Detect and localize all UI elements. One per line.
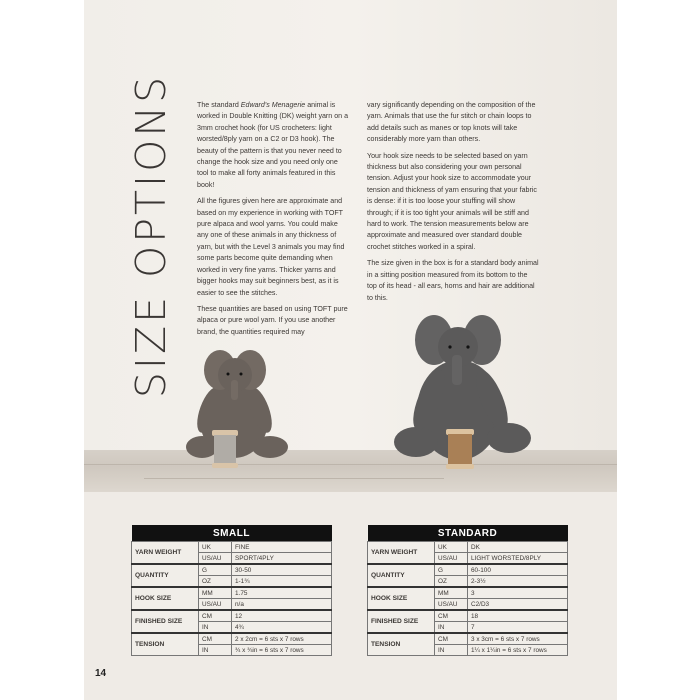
unit-cell: MM [199, 587, 232, 599]
paragraph: Your hook size needs to be selected based on yarn thickness but also considering your own personal tension. Adjust your hook size to accommodate your tension and thickness of yarn ensuring that your fabric is dense: if it is too loose your stuffing will show through; if it is too tight your animals will be stiff and hard to work. The tension measurements below are approximate and measured over standard double crochet stitches worked in a spiral. [367, 151, 537, 251]
table-row [368, 542, 568, 553]
table-row [132, 564, 332, 576]
value-cell: 30-50 [232, 564, 332, 576]
row-label: FINISHED SIZE [368, 610, 435, 633]
row-label: QUANTITY [368, 564, 435, 587]
row-label: QUANTITY [132, 564, 199, 587]
table-row [132, 610, 332, 622]
row-label: FINISHED SIZE [132, 610, 199, 633]
value-cell: SPORT/4PLY [232, 553, 332, 565]
value-cell: 7 [468, 622, 568, 634]
row-label: HOOK SIZE [368, 587, 435, 610]
unit-cell: US/AU [199, 553, 232, 565]
unit-cell: OZ [435, 576, 468, 588]
unit-cell: CM [199, 610, 232, 622]
unit-cell: IN [435, 622, 468, 634]
paragraph: vary significantly depending on the composition of the yarn. Animals that use the fur stitch or chain loops to add details such as manes or top knots will take considerably more yarn than others. [367, 101, 536, 144]
value-cell: FINE [232, 542, 332, 553]
table-row [368, 587, 568, 599]
unit-cell: US/AU [435, 599, 468, 611]
row-label: YARN WEIGHT [132, 542, 199, 565]
unit-cell: CM [199, 633, 232, 645]
value-cell: n/a [232, 599, 332, 611]
value-cell: C2/D3 [468, 599, 568, 611]
page-number: 14 [95, 668, 107, 679]
value-cell: 12 [232, 610, 332, 622]
value-cell: 60-100 [468, 564, 568, 576]
unit-cell: G [199, 564, 232, 576]
unit-cell: UK [199, 542, 232, 553]
brown-yarn-spool [446, 429, 474, 469]
value-cell: 1.75 [232, 587, 332, 599]
unit-cell: G [435, 564, 468, 576]
text-column-2 [367, 100, 539, 309]
row-label: TENSION [132, 633, 199, 656]
value-cell: 18 [468, 610, 568, 622]
paragraph: These quantities are based on using TOFT pure alpaca or pure wool yarn. If you use another brand, the quantities required may [197, 304, 348, 336]
value-cell: 2 x 2cm = 6 sts x 7 rows [232, 633, 332, 645]
table-row [368, 633, 568, 645]
small-elephant [186, 350, 288, 458]
small-size-table [131, 525, 332, 656]
page-title: SIZE OPTIONS [127, 73, 175, 399]
paragraph: All the figures given here are approximate and based on my experience in working with TOFT pure alpaca and wool yarns. You could make any one of these animals in any thickness of yarn, but with the Level 3 animals you may find some parts become quite demanding when worked in very fine yarns. Thicker yarns and bigger hooks may suit beginners best, as it is easier to see the stitches. [197, 197, 345, 297]
unit-cell: IN [435, 645, 468, 656]
unit-cell: US/AU [435, 553, 468, 565]
text-column-1 [197, 100, 349, 343]
unit-cell: IN [199, 622, 232, 634]
unit-cell: UK [435, 542, 468, 553]
table-row [368, 610, 568, 622]
unit-cell: US/AU [199, 599, 232, 611]
table-row [132, 542, 332, 553]
table-title: STANDARD [368, 525, 568, 542]
table-title: SMALL [132, 525, 332, 542]
value-cell: 3 [468, 587, 568, 599]
value-cell: 1-1¾ [232, 576, 332, 588]
unit-cell: CM [435, 610, 468, 622]
value-cell: ¾ x ¾in = 6 sts x 7 rows [232, 645, 332, 656]
grey-yarn-spool [212, 430, 238, 468]
unit-cell: OZ [199, 576, 232, 588]
value-cell: 2-3½ [468, 576, 568, 588]
table-row [132, 633, 332, 645]
table-row [368, 564, 568, 576]
unit-cell: IN [199, 645, 232, 656]
unit-cell: MM [435, 587, 468, 599]
paragraph: The size given in the box is for a standard body animal in a sitting position measured from its bottom to the top of its head - all ears, horns and hair are additional to this. [367, 259, 539, 302]
row-label: TENSION [368, 633, 435, 656]
value-cell: 4¾ [232, 622, 332, 634]
value-cell: DK [468, 542, 568, 553]
unit-cell: CM [435, 633, 468, 645]
row-label: YARN WEIGHT [368, 542, 435, 565]
paragraph: The standard Edward's Menagerie animal is worked in Double Knitting (DK) weight yarn on a 3mm crochet hook (for US crocheters: light worsted/8ply yarn on a C2 or D3 hook). The beauty of the pattern is that you never need to change the hook size and you need only one tool to make all forty animals featured in this book! [197, 101, 349, 189]
value-cell: LIGHT WORSTED/8PLY [468, 553, 568, 565]
table-row [132, 587, 332, 599]
row-label: HOOK SIZE [132, 587, 199, 610]
value-cell: 1¼ x 1¼in = 6 sts x 7 rows [468, 645, 568, 656]
value-cell: 3 x 3cm = 6 sts x 7 rows [468, 633, 568, 645]
standard-size-table [367, 525, 568, 656]
